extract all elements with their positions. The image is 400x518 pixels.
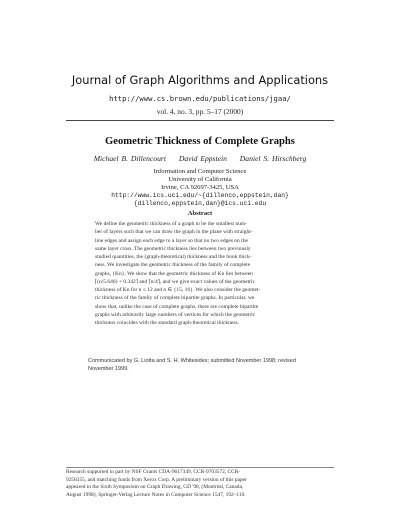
- abstract-line: ness. We investigate the geometric thickness of the family of complete: [95, 262, 251, 269]
- footnote-line: August 1998), Springer-Verlag Lecture Notes in Computer Science 1547, 102–110.: [66, 492, 246, 499]
- author-name: David Eppstein: [178, 154, 227, 163]
- journal-url[interactable]: http://www.cs.brown.edu/publications/jgaa/: [109, 94, 291, 103]
- header-divider: [66, 120, 334, 121]
- footnote-line: Research supported in part by NSF Grants CDA-9617349, CCR-9703572, CCR-: [66, 469, 241, 475]
- footnote-divider: [66, 467, 334, 468]
- abstract-line: ⌈(n/5.646) + 0.342⌉ and ⌈n/4⌉, and we give exact values of the geometric: [95, 278, 255, 285]
- footnote-line: 9258355, and matching funds from Xerox Corp. A preliminary version of this paper: [66, 476, 247, 483]
- author-list: [0, 154, 400, 163]
- abstract-line: graphs, {Kn}. We show that the geometric thickness of Kn lies between: [95, 270, 253, 277]
- communication-note: [88, 358, 318, 373]
- abstract-line: show that, unlike the case of complete graphs, there are complete bipartite: [95, 303, 259, 310]
- affiliation-address: Irvine, CA 92697-3425, USA: [161, 184, 239, 191]
- abstract-line: line edges and assign each edge to a layer so that no two edges on the: [95, 237, 248, 244]
- abstract-line: ber of layers such that we can draw the graph in the plane with straight-: [95, 229, 253, 236]
- abstract-line: studied quantities, the (graph-theoretical) thickness and the book thick-: [95, 254, 252, 260]
- abstract-line: same layer cross. The geometric thickness lies between two previously: [95, 245, 251, 252]
- communication-line: Communicated by G. Liotta and S. H. Whitesides; submitted November 1998; revised: [88, 358, 296, 364]
- abstract-line: graphs with arbitrarily large numbers of vertices for which the geometric: [95, 311, 256, 318]
- funding-footnote: [66, 469, 334, 500]
- abstract-line: thickness of Kn for n ≤ 12 and n ∈ {15, 16}. We also consider the geomet-: [95, 287, 261, 293]
- affiliation-university: University of California: [168, 176, 232, 183]
- abstract-heading: Abstract: [187, 210, 213, 217]
- footnote-line: appeared in the Sixth Symposium on Graph Drawing, GD '98, (Montréal, Canada,: [66, 484, 244, 491]
- affiliation-department: Information and Computer Science: [153, 168, 247, 175]
- communication-line: November 1999.: [88, 365, 129, 372]
- author-name: Michael B. Dillencourt: [93, 154, 166, 163]
- author-email[interactable]: {dillenco,eppstein,dan}@ics.uci.edu: [133, 200, 267, 207]
- abstract-body: [95, 220, 305, 327]
- journal-title: Journal of Graph Algorithms and Applications: [71, 73, 329, 87]
- author-name: Daniel S. Hirschberg: [239, 154, 307, 163]
- journal-volume-line: vol. 4, no. 3, pp. 5–17 (2000): [156, 107, 244, 116]
- paper-title: Geometric Thickness of Complete Graphs: [105, 136, 295, 147]
- abstract-line: thickness coincides with the standard graph-theoretical thickness.: [95, 320, 240, 326]
- abstract-line: ric thickness of the family of complete bipartite graphs. In particular, we: [95, 295, 255, 302]
- abstract-line: We define the geometric thickness of a graph to be the smallest num-: [95, 221, 247, 227]
- author-web-link[interactable]: http://www.ics.uci.edu/~{dillenco,eppstein,dan}: [111, 192, 289, 199]
